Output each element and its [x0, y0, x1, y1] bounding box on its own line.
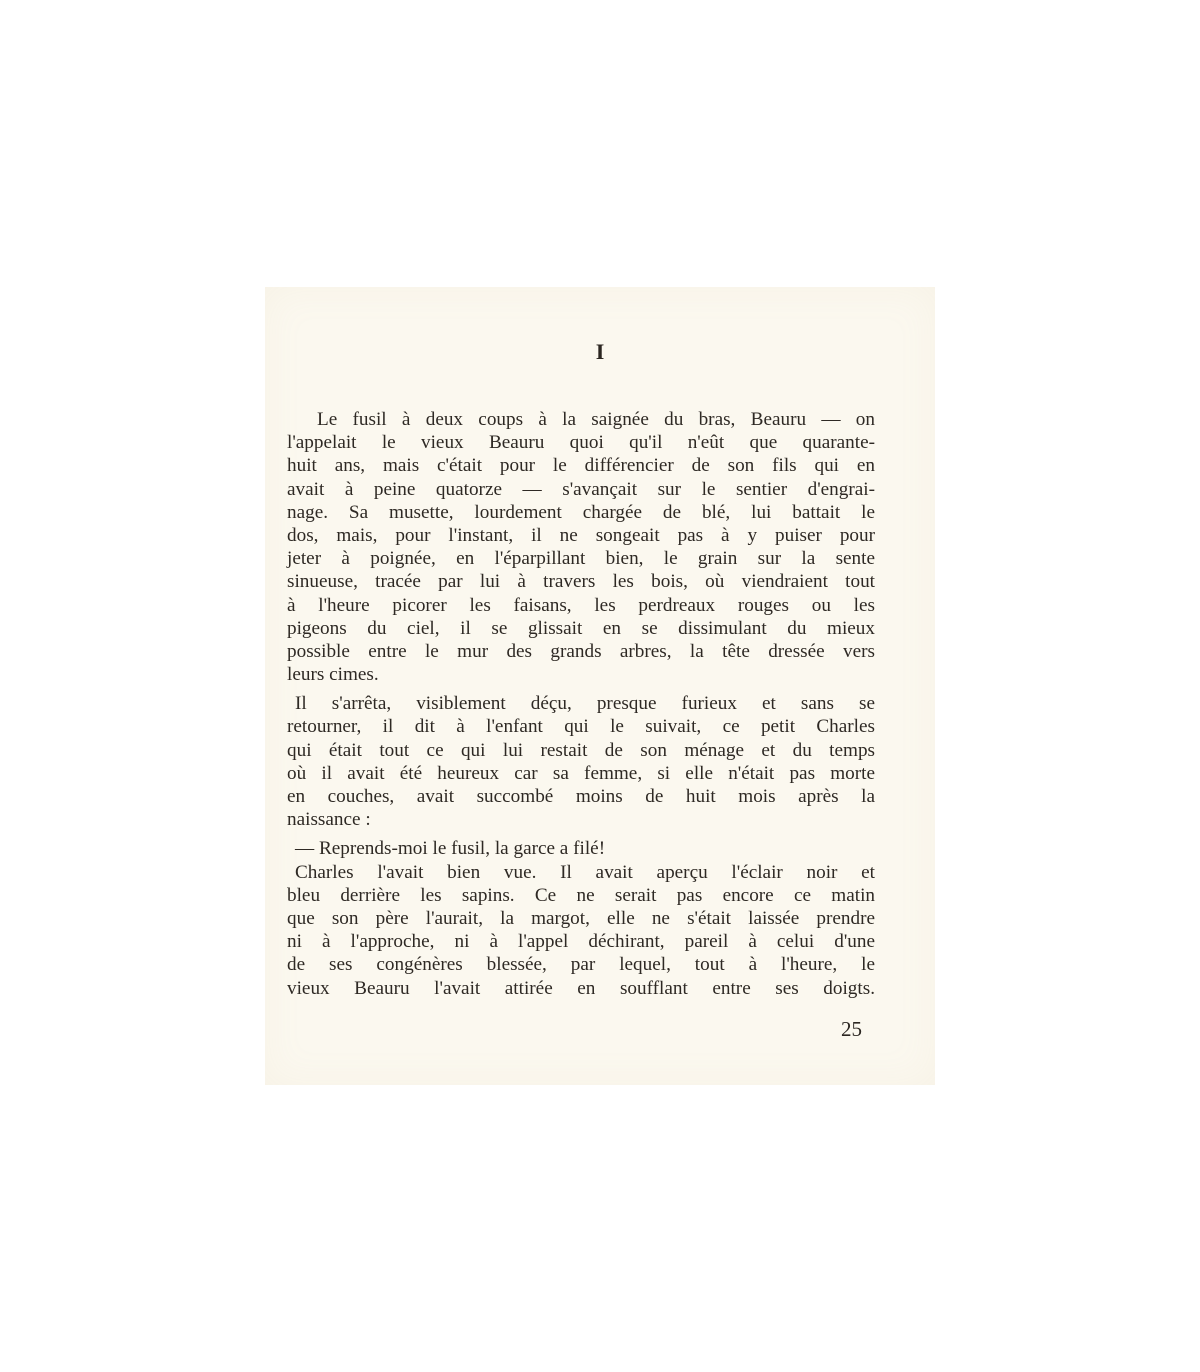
chapter-heading: I	[595, 339, 605, 364]
text-line: en couches, avait succombé moins de huit mois après la	[287, 786, 875, 807]
text-line: nage. Sa musette, lourdement chargée de blé, lui battait le	[287, 501, 875, 523]
text-line: où il avait été heureux car sa femme, si elle n'était pas morte	[287, 762, 875, 784]
text-line: vieux Beauru l'avait attirée en soufflant entre ses doigts.	[287, 977, 875, 999]
text-line: qui était tout ce qui lui restait de son ménage et du temps	[287, 739, 875, 761]
text-line: naissance :	[287, 809, 371, 831]
text-line: avait à peine quatorze — s'avançait sur le sentier d'engrai-	[287, 478, 875, 500]
book-page	[265, 287, 935, 1085]
text-line: de ses congénères blessée, par lequel, tout à l'heure, le	[287, 954, 875, 976]
text-line: Charles l'avait bien vue. Il avait aperçu l'éclair noir et	[295, 861, 875, 883]
text-line: jeter à poignée, en l'éparpillant bien, le grain sur la sente	[287, 548, 875, 570]
text-line: retourner, il dit à l'enfant qui le suivait, ce petit Charles	[287, 716, 875, 738]
text-line: que son père l'aurait, la margot, elle ne s'était laissée prendre	[287, 907, 875, 929]
text-line: — Reprends-moi le fusil, la garce a filé!	[295, 838, 606, 860]
text-line: Il s'arrêta, visiblement déçu, presque furieux et sans se	[295, 693, 875, 715]
text-line: à l'heure picorer les faisans, les perdreaux rouges ou les	[287, 594, 875, 616]
text-line: pigeons du ciel, il se glissait en se dissimulant du mieux	[287, 617, 875, 639]
text-line: Le fusil à deux coups à la saignée du bras, Beauru — on	[317, 409, 875, 430]
text-line: l'appelait le vieux Beauru quoi qu'il n'eût que quarante-	[287, 432, 875, 454]
text-line: sinueuse, tracée par lui à travers les bois, où viendraient tout	[287, 571, 875, 593]
body-text	[287, 408, 875, 1000]
text-line: huit ans, mais c'était pour le différencier de son fils qui en	[287, 455, 875, 477]
text-line: ni à l'approche, ni à l'appel déchirant, pareil à celui d'une	[287, 931, 875, 953]
text-line: leurs cimes.	[287, 664, 379, 686]
text-line: possible entre le mur des grands arbres, la tête dressée vers	[287, 640, 875, 662]
text-line: bleu derrière les sapins. Ce ne serait pas encore ce matin	[287, 884, 875, 906]
text-line: dos, mais, pour l'instant, il ne songeait pas à y puiser pour	[287, 524, 875, 546]
page-number: 25	[841, 1017, 862, 1041]
